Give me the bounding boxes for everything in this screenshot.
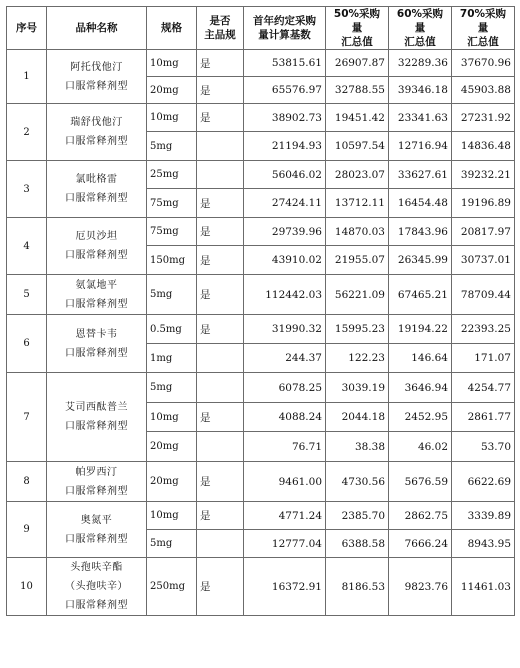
cell-p50: 38.38: [326, 432, 389, 462]
cell-spec: 20mg: [147, 462, 197, 502]
cell-seq: 9: [7, 502, 47, 558]
cell-is-main: 是: [197, 558, 244, 616]
cell-p60: 39346.18: [389, 77, 452, 104]
header-p50-line1: 50%采购量: [333, 8, 381, 34]
drug-name-line: 厄贝沙坦: [75, 231, 118, 242]
cell-spec: 5mg: [147, 132, 197, 161]
drug-name-line: （头孢呋辛）: [65, 581, 128, 592]
cell-seq: 2: [7, 104, 47, 161]
header-p70: [452, 7, 515, 50]
cell-p50: 19451.42: [326, 104, 389, 132]
cell-spec: 25mg: [147, 161, 197, 189]
cell-spec: 10mg: [147, 403, 197, 432]
cell-is-main: [197, 432, 244, 462]
cell-spec: 0.5mg: [147, 315, 197, 344]
cell-base: 21194.93: [244, 132, 326, 161]
cell-is-main: 是: [197, 462, 244, 502]
cell-base: 43910.02: [244, 246, 326, 275]
cell-p50: 56221.09: [326, 275, 389, 315]
header-p60: [389, 7, 452, 50]
cell-p50: 26907.87: [326, 50, 389, 77]
drug-name-line: 头孢呋辛酯: [70, 562, 123, 573]
cell-base: 16372.91: [244, 558, 326, 616]
header-seq: 序号: [7, 7, 47, 50]
drug-name-line: 瑞舒伐他汀: [70, 117, 123, 128]
cell-p50: 14870.03: [326, 218, 389, 246]
cell-base: 4088.24: [244, 403, 326, 432]
cell-p70: 171.07: [452, 344, 515, 373]
cell-spec: 1mg: [147, 344, 197, 373]
cell-drug-name: [47, 315, 147, 373]
cell-p60: 19194.22: [389, 315, 452, 344]
drug-name-line: 口服常释剂型: [65, 136, 128, 147]
drug-name-line: 口服常释剂型: [65, 193, 128, 204]
cell-spec: 5mg: [147, 530, 197, 558]
header-is-main: [197, 7, 244, 50]
cell-drug-name: [47, 502, 147, 558]
drug-name-line: 口服常释剂型: [65, 250, 128, 261]
cell-base: 4771.24: [244, 502, 326, 530]
table-header: [7, 7, 515, 50]
header-name: 品种名称: [47, 7, 147, 50]
cell-is-main: [197, 161, 244, 189]
cell-p50: 15995.23: [326, 315, 389, 344]
drug-name-line: 奥氮平: [80, 514, 113, 526]
cell-seq: 4: [7, 218, 47, 275]
cell-is-main: 是: [197, 275, 244, 315]
drug-name-line: 帕罗西汀: [75, 466, 118, 478]
cell-p60: 33627.61: [389, 161, 452, 189]
cell-p60: 9823.76: [389, 558, 452, 616]
cell-base: 31990.32: [244, 315, 326, 344]
drug-name-line: 口服常释剂型: [65, 298, 128, 310]
cell-p70: 11461.03: [452, 558, 515, 616]
cell-p50: 8186.53: [326, 558, 389, 616]
drug-name-line: 口服常释剂型: [65, 533, 128, 545]
procurement-table-container: [6, 6, 514, 616]
cell-seq: 6: [7, 315, 47, 373]
cell-seq: 1: [7, 50, 47, 104]
cell-p50: 122.23: [326, 344, 389, 373]
cell-spec: 20mg: [147, 77, 197, 104]
table-row: [7, 462, 515, 502]
cell-spec: 10mg: [147, 104, 197, 132]
header-row: [7, 7, 515, 50]
cell-p50: 2044.18: [326, 403, 389, 432]
cell-is-main: 是: [197, 77, 244, 104]
cell-spec: 250mg: [147, 558, 197, 616]
cell-p70: 8943.95: [452, 530, 515, 558]
cell-base: 12777.04: [244, 530, 326, 558]
drug-name-line: 氯吡格雷: [75, 174, 118, 185]
cell-drug-name: [47, 373, 147, 462]
drug-name-line: 口服常释剂型: [65, 485, 128, 497]
cell-p70: 3339.89: [452, 502, 515, 530]
cell-seq: 10: [7, 558, 47, 616]
cell-spec: 5mg: [147, 373, 197, 403]
header-p60-line1: 60%采购量: [396, 8, 444, 34]
cell-p70: 39232.21: [452, 161, 515, 189]
cell-base: 9461.00: [244, 462, 326, 502]
cell-p70: 45903.88: [452, 77, 515, 104]
cell-is-main: 是: [197, 502, 244, 530]
cell-spec: 5mg: [147, 275, 197, 315]
header-p70-line2: 汇总值: [467, 36, 499, 48]
cell-p60: 46.02: [389, 432, 452, 462]
cell-p70: 27231.92: [452, 104, 515, 132]
cell-drug-name: [47, 462, 147, 502]
table-row: [7, 50, 515, 77]
drug-name-line: 口服常释剂型: [65, 421, 128, 432]
cell-p70: 20817.97: [452, 218, 515, 246]
cell-spec: 10mg: [147, 502, 197, 530]
cell-p70: 2861.77: [452, 403, 515, 432]
cell-base: 56046.02: [244, 161, 326, 189]
cell-is-main: 是: [197, 315, 244, 344]
header-p60-line2: 汇总值: [404, 36, 436, 48]
cell-p60: 7666.24: [389, 530, 452, 558]
cell-spec: 75mg: [147, 218, 197, 246]
cell-base: 65576.97: [244, 77, 326, 104]
header-spec: 规格: [147, 7, 197, 50]
cell-drug-name: [47, 275, 147, 315]
cell-p60: 23341.63: [389, 104, 452, 132]
cell-seq: 7: [7, 373, 47, 462]
cell-p60: 2452.95: [389, 403, 452, 432]
cell-is-main: 是: [197, 218, 244, 246]
drug-name-line: 口服常释剂型: [65, 347, 128, 359]
cell-p50: 28023.07: [326, 161, 389, 189]
cell-spec: 75mg: [147, 189, 197, 218]
table-row: [7, 218, 515, 246]
procurement-table: [6, 6, 515, 616]
table-row: [7, 558, 515, 616]
cell-p60: 67465.21: [389, 275, 452, 315]
header-base-line2: 量计算基数: [258, 29, 311, 41]
cell-p50: 21955.07: [326, 246, 389, 275]
cell-is-main: [197, 132, 244, 161]
drug-name-line: 口服常释剂型: [65, 80, 128, 92]
header-base-line1: 首年约定采购: [253, 15, 316, 27]
cell-p70: 30737.01: [452, 246, 515, 275]
cell-is-main: 是: [197, 246, 244, 275]
cell-p60: 26345.99: [389, 246, 452, 275]
cell-p50: 10597.54: [326, 132, 389, 161]
cell-seq: 5: [7, 275, 47, 315]
cell-p60: 146.64: [389, 344, 452, 373]
cell-p50: 4730.56: [326, 462, 389, 502]
cell-spec: 10mg: [147, 50, 197, 77]
cell-p70: 22393.25: [452, 315, 515, 344]
cell-is-main: [197, 530, 244, 558]
cell-spec: 150mg: [147, 246, 197, 275]
table-row: [7, 502, 515, 530]
table-row: [7, 104, 515, 132]
header-p50-line2: 汇总值: [341, 36, 373, 48]
cell-p60: 2862.75: [389, 502, 452, 530]
cell-spec: 20mg: [147, 432, 197, 462]
header-base: [244, 7, 326, 50]
drug-name-line: 艾司西酞普兰: [65, 402, 128, 413]
cell-base: 6078.25: [244, 373, 326, 403]
cell-p60: 32289.36: [389, 50, 452, 77]
table-row: [7, 275, 515, 315]
drug-name-line: 氨氯地平: [75, 279, 118, 291]
cell-p60: 3646.94: [389, 373, 452, 403]
header-is-main-line2: 主品规: [204, 29, 236, 41]
cell-is-main: 是: [197, 189, 244, 218]
table-row: [7, 161, 515, 189]
cell-drug-name: [47, 104, 147, 161]
header-p50: [326, 7, 389, 50]
cell-p60: 17843.96: [389, 218, 452, 246]
cell-is-main: 是: [197, 104, 244, 132]
cell-base: 27424.11: [244, 189, 326, 218]
header-is-main-line1: 是否: [209, 15, 231, 27]
table-body: [7, 50, 515, 616]
cell-base: 29739.96: [244, 218, 326, 246]
cell-is-main: 是: [197, 403, 244, 432]
cell-is-main: [197, 373, 244, 403]
cell-drug-name: [47, 161, 147, 218]
cell-p70: 53.70: [452, 432, 515, 462]
header-p70-line1: 70%采购量: [459, 8, 507, 34]
cell-p70: 19196.89: [452, 189, 515, 218]
cell-is-main: [197, 344, 244, 373]
cell-base: 38902.73: [244, 104, 326, 132]
cell-p50: 13712.11: [326, 189, 389, 218]
cell-is-main: 是: [197, 50, 244, 77]
cell-p70: 78709.44: [452, 275, 515, 315]
cell-p60: 5676.59: [389, 462, 452, 502]
drug-name-line: 恩替卡韦: [75, 328, 118, 340]
cell-p50: 32788.55: [326, 77, 389, 104]
cell-p70: 37670.96: [452, 50, 515, 77]
cell-p60: 16454.48: [389, 189, 452, 218]
cell-p70: 6622.69: [452, 462, 515, 502]
drug-name-line: 阿托伐他汀: [70, 61, 123, 73]
cell-base: 244.37: [244, 344, 326, 373]
cell-base: 53815.61: [244, 50, 326, 77]
cell-drug-name: [47, 50, 147, 104]
cell-p50: 2385.70: [326, 502, 389, 530]
table-row: [7, 373, 515, 403]
cell-seq: 3: [7, 161, 47, 218]
cell-drug-name: [47, 558, 147, 616]
cell-drug-name: [47, 218, 147, 275]
cell-p70: 14836.48: [452, 132, 515, 161]
cell-base: 76.71: [244, 432, 326, 462]
cell-p50: 6388.58: [326, 530, 389, 558]
table-row: [7, 315, 515, 344]
cell-seq: 8: [7, 462, 47, 502]
cell-p60: 12716.94: [389, 132, 452, 161]
cell-p70: 4254.77: [452, 373, 515, 403]
cell-base: 112442.03: [244, 275, 326, 315]
cell-p50: 3039.19: [326, 373, 389, 403]
drug-name-line: 口服常释剂型: [65, 600, 128, 611]
